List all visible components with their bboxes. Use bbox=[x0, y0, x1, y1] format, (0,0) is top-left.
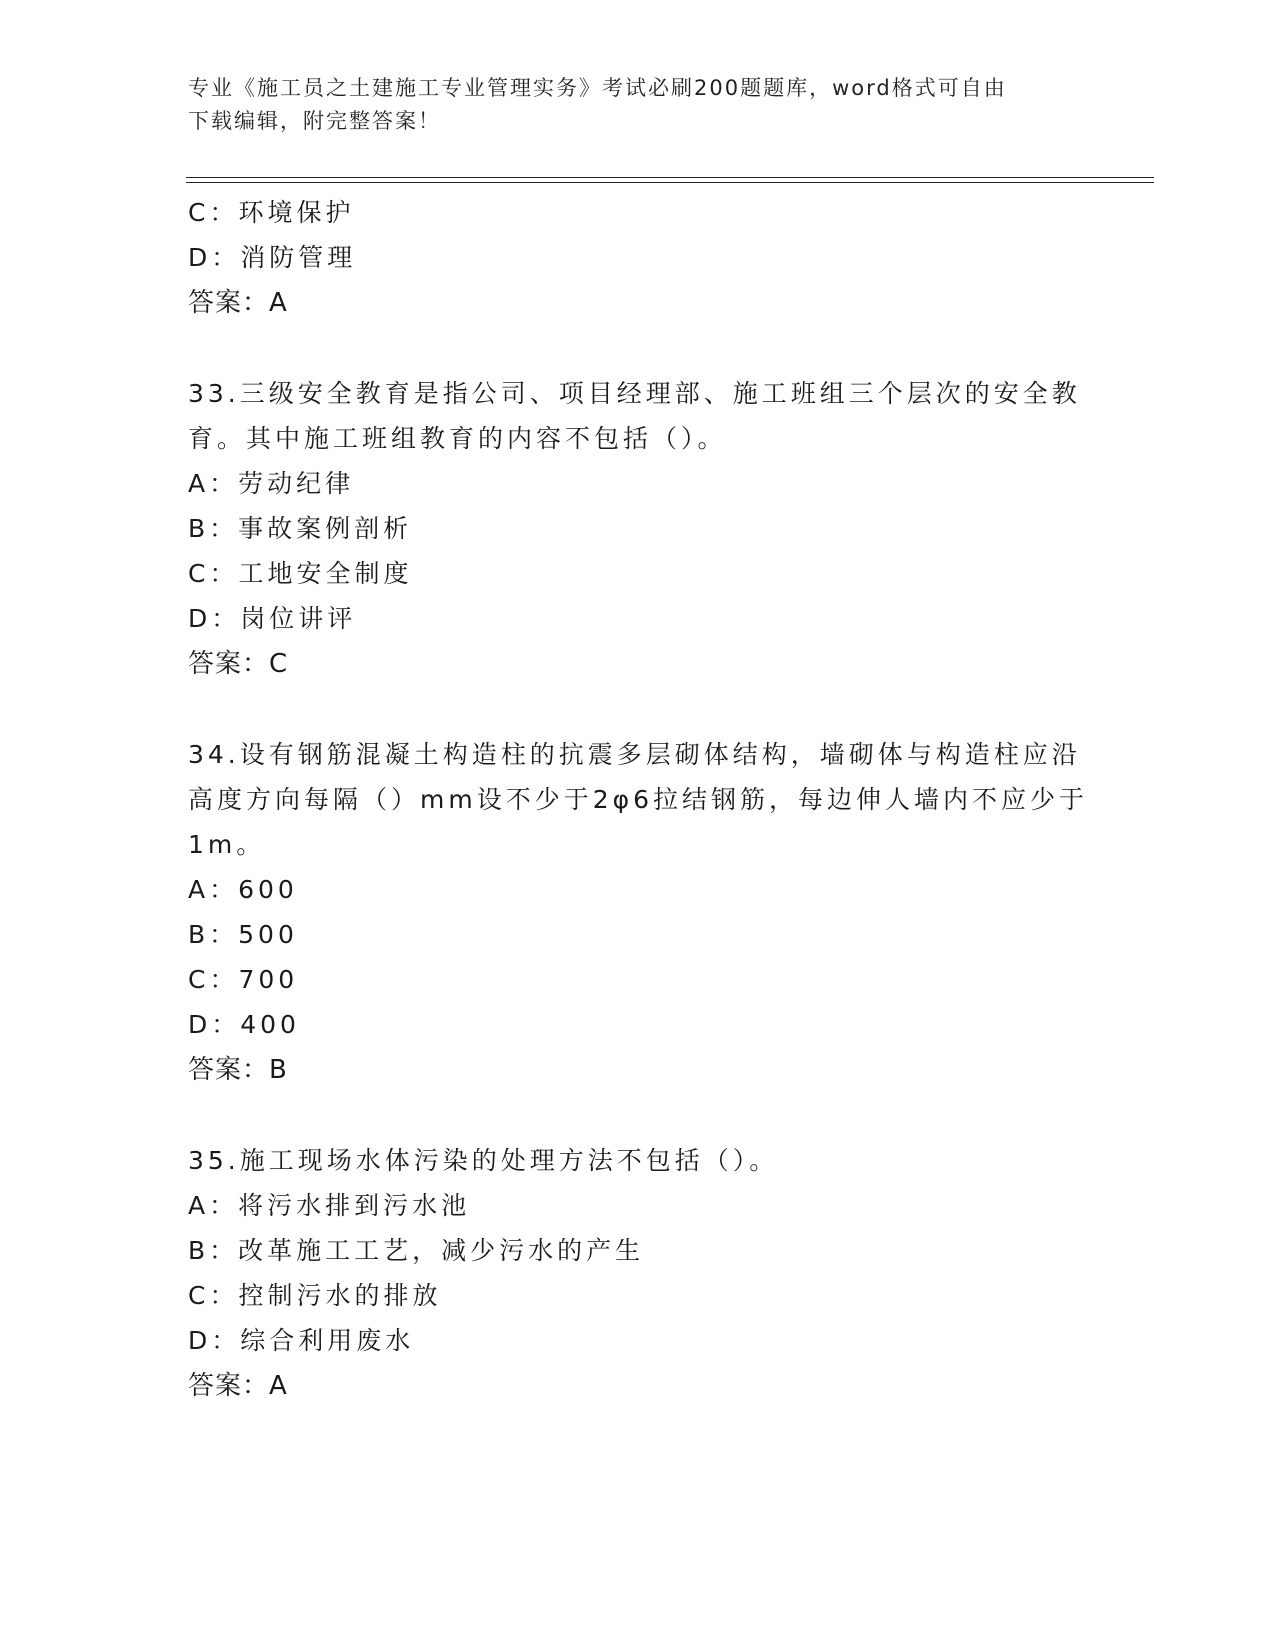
answer: 答案：C bbox=[188, 649, 289, 679]
option-d: D：岗位讲评 bbox=[188, 604, 357, 633]
page-header bbox=[188, 72, 1068, 138]
question-32-tail bbox=[188, 190, 1088, 326]
option-b: B：改革施工工艺，减少污水的产生 bbox=[188, 1236, 645, 1265]
spacer bbox=[188, 687, 1088, 732]
question-stem: 1m。 bbox=[188, 830, 266, 859]
answer: 答案：A bbox=[188, 1371, 288, 1401]
question-stem: 35.施工现场水体污染的处理方法不包括（）。 bbox=[188, 1146, 779, 1175]
option-c: C：工地安全制度 bbox=[188, 559, 413, 588]
question-stem: 育。其中施工班组教育的内容不包括（）。 bbox=[188, 424, 727, 453]
question-stem: 高度方向每隔（）mm设不少于2φ6拉结钢筋，每边伸人墙内不应少于 bbox=[188, 785, 1089, 814]
answer: 答案：B bbox=[188, 1055, 288, 1085]
option-d: D：400 bbox=[188, 1010, 300, 1039]
question-stem: 34.设有钢筋混凝土构造柱的抗震多层砌体结构，墙砌体与构造柱应沿 bbox=[188, 740, 1081, 769]
spacer bbox=[188, 326, 1088, 371]
answer: 答案：A bbox=[188, 288, 288, 318]
option-c: C：700 bbox=[188, 965, 299, 994]
option-d: D：综合利用废水 bbox=[188, 1326, 415, 1355]
header-line-1: 专业《施工员之土建施工专业管理实务》考试必刷200题题库，word格式可自由 bbox=[188, 76, 1007, 100]
header-rule-top bbox=[186, 177, 1154, 178]
option-a: A：600 bbox=[188, 875, 298, 904]
option-a: A：将污水排到污水池 bbox=[188, 1191, 471, 1220]
question-list bbox=[188, 190, 1088, 1409]
question-34 bbox=[188, 732, 1088, 1093]
header-rule-bottom bbox=[186, 182, 1154, 183]
spacer bbox=[188, 1093, 1088, 1138]
question-33 bbox=[188, 371, 1088, 687]
option-a: A：劳动纪律 bbox=[188, 469, 355, 498]
question-stem: 33.三级安全教育是指公司、项目经理部、施工班组三个层次的安全教 bbox=[188, 379, 1081, 408]
option-d: D：消防管理 bbox=[188, 243, 357, 272]
option-c: C：环境保护 bbox=[188, 198, 355, 227]
option-b: B：事故案例剖析 bbox=[188, 514, 413, 543]
question-35 bbox=[188, 1138, 1088, 1409]
header-line-2: 下载编辑，附完整答案！ bbox=[188, 109, 441, 133]
option-b: B：500 bbox=[188, 920, 298, 949]
option-c: C：控制污水的排放 bbox=[188, 1281, 442, 1310]
